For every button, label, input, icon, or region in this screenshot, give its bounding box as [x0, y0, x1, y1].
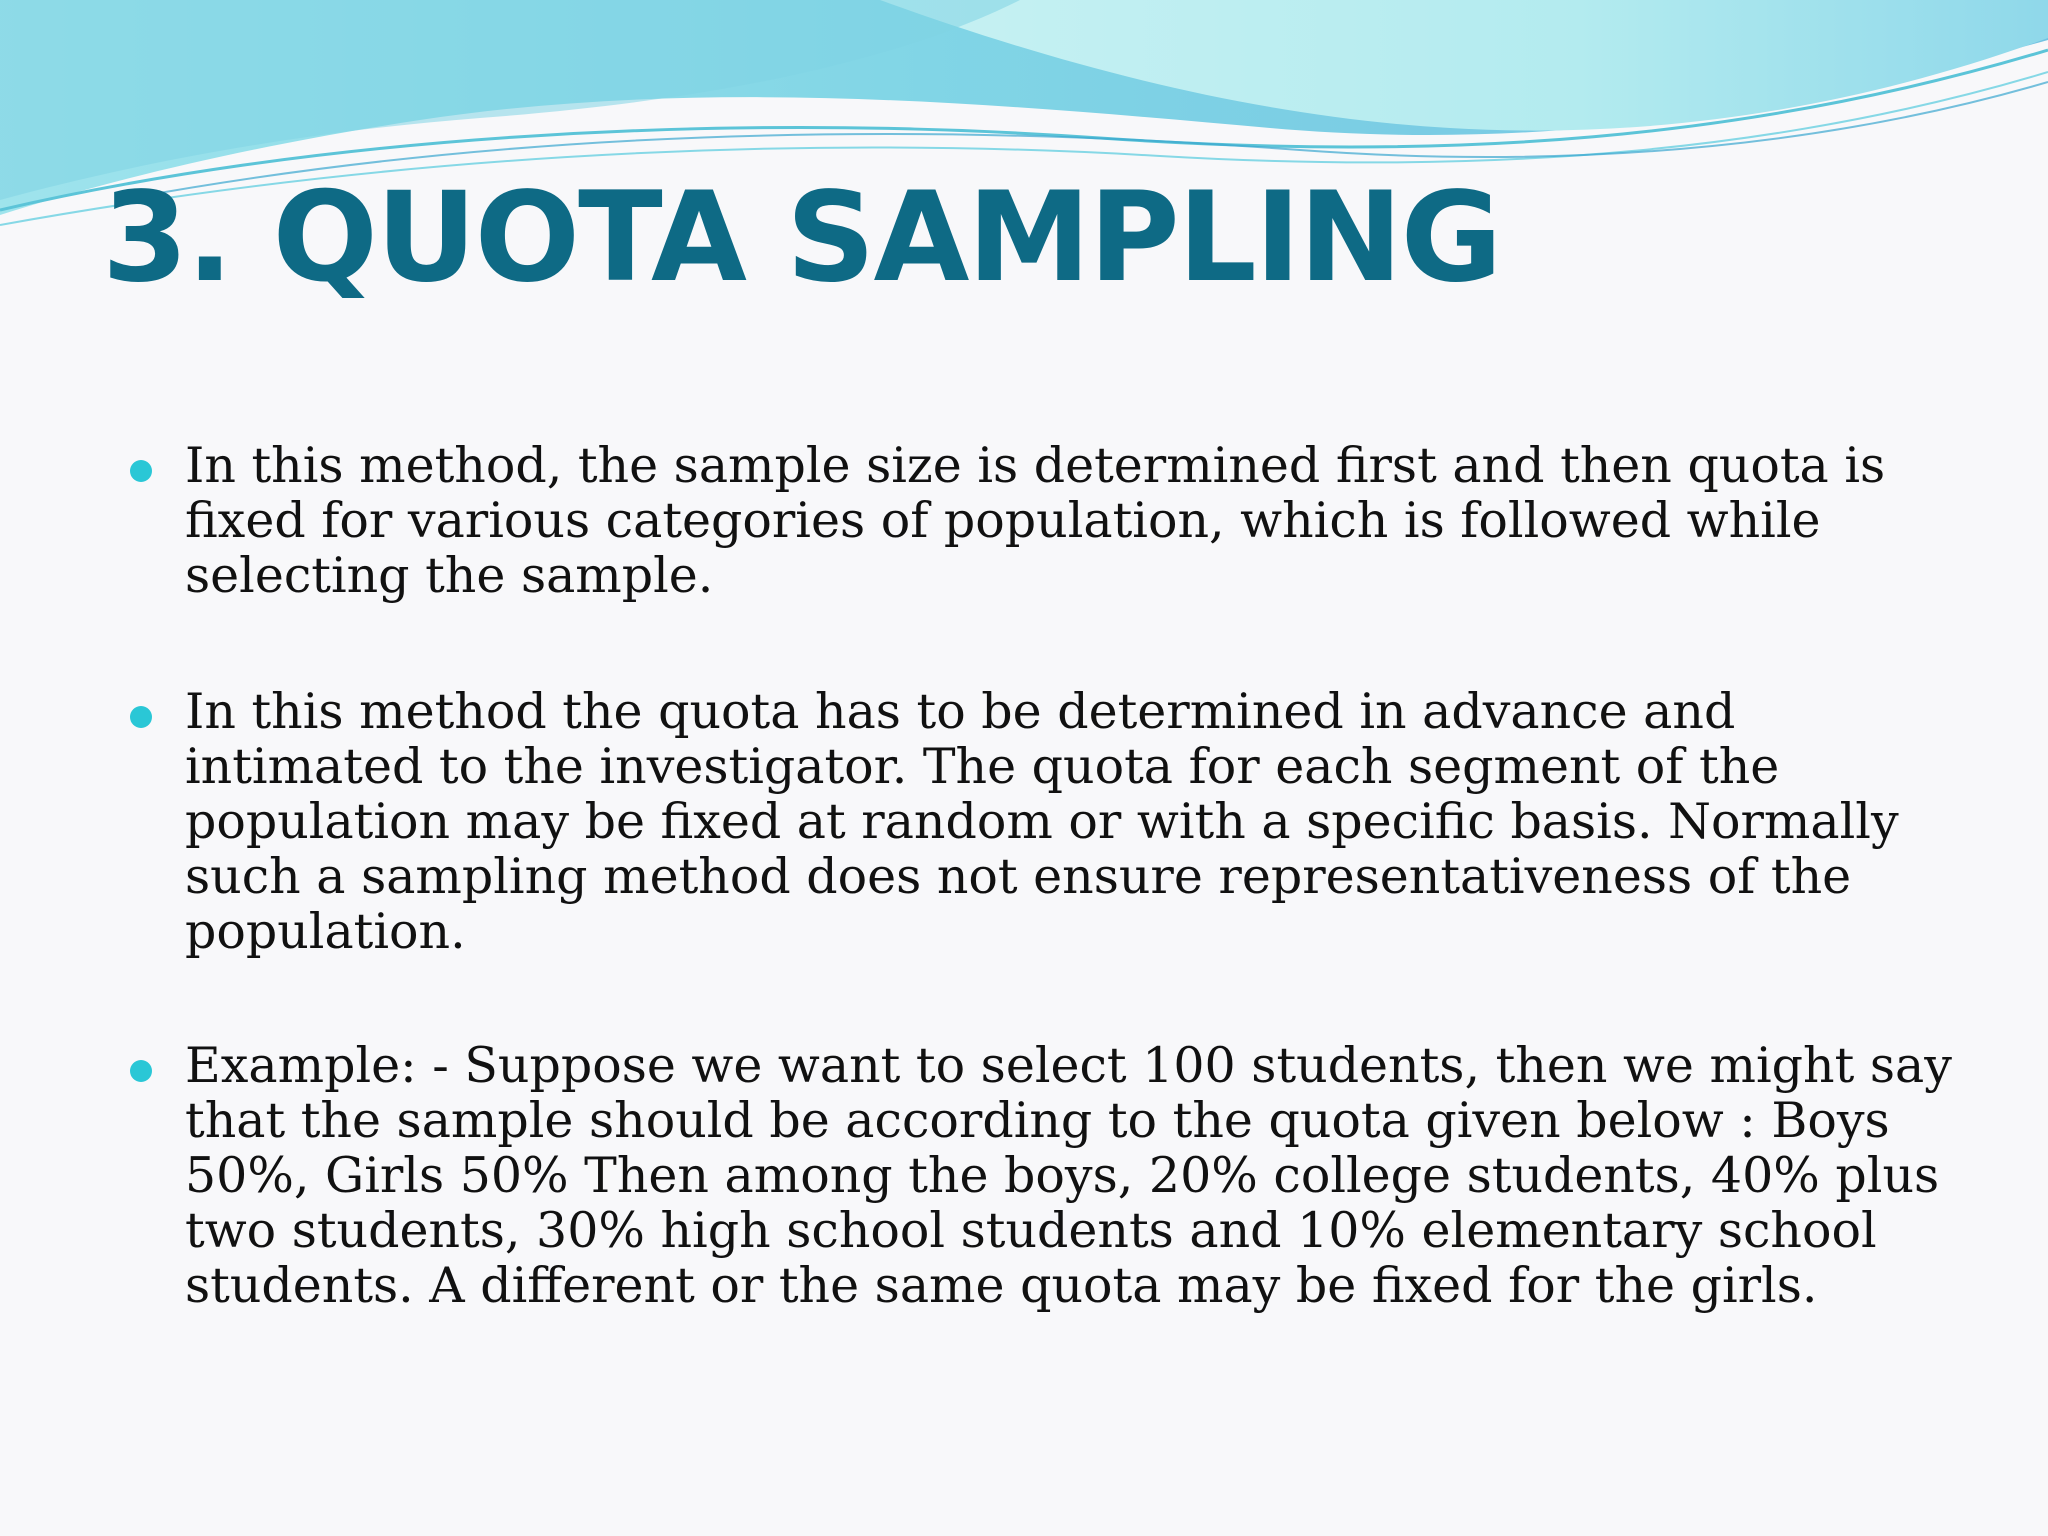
bullet-text: In this method the quota has to be determined in advance and intimated to the investigator. The quota for each segment of the population may be fixed at random or with a specific basis. Normally such a sampling method does not ensure representativeness of the population. — [185, 683, 1899, 960]
bullet-marker-icon — [130, 706, 152, 728]
slide-title: 3. QUOTA SAMPLING — [102, 166, 1501, 310]
bullet-marker-icon — [130, 1060, 152, 1082]
bullet-text: Example: - Suppose we want to select 100 students, then we might say that the sample should be according to the quota given below : Boys 50%, Girls 50% Then among the boys, 20% college students, 40% plus two students, 30% high school students and 10% elementary school students. A different or the same quota may be fixed for the girls. — [185, 1037, 1952, 1314]
bullet-marker-icon — [130, 460, 152, 482]
bullet-text: In this method, the sample size is determined first and then quota is fixed for various categories of population, which is followed while selecting the sample. — [185, 437, 1886, 604]
